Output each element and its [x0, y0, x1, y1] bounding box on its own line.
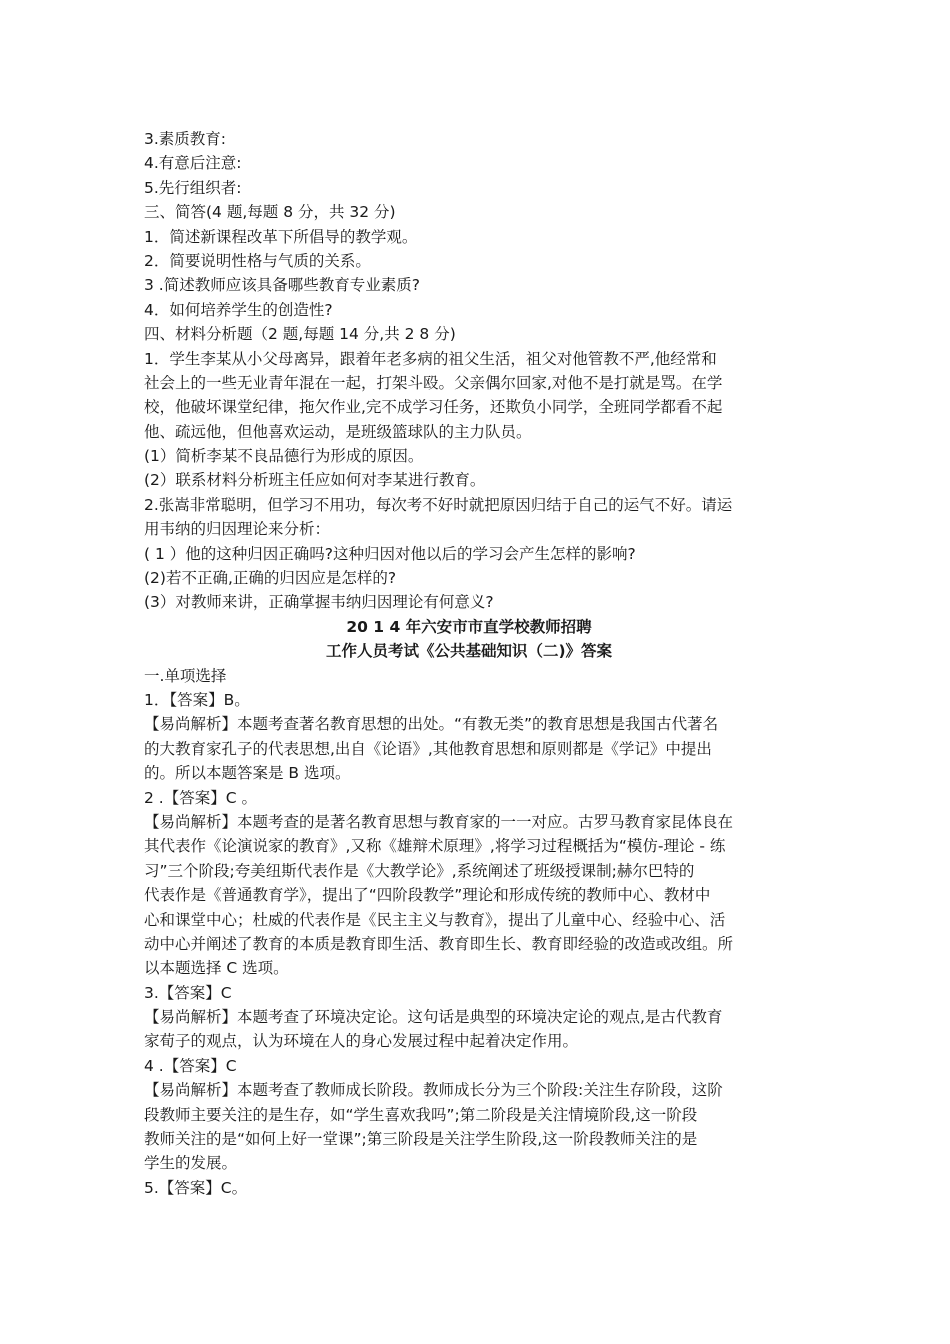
text-line: 【易尚解析】本题考查的是著名教育思想与教育家的一一对应。古罗马教育家昆体良在: [144, 812, 734, 831]
text-line: 四、材料分析题（2 题,每题 14 分,共 2 8 分): [144, 325, 456, 344]
text-line: (2)若不正确,正确的归因应是怎样的?: [144, 569, 397, 588]
text-line: 段教师主要关注的是生存，如“学生喜欢我吗”;第二阶段是关注情境阶段,这一阶段: [144, 1105, 698, 1124]
text-line: 3.【答案】C: [144, 983, 232, 1002]
heading-line: 工作人员考试《公共基础知识（二)》答案: [325, 642, 613, 661]
text-line: 4 .【答案】C: [144, 1056, 237, 1075]
text-line: 3 .简述教师应该具备哪些教育专业素质?: [144, 276, 420, 295]
text-line: 2.张嵩非常聪明，但学习不用功，每次考不好时就把原因归结于自己的运气不好。请运: [144, 495, 733, 514]
text-line: 学生的发展。: [144, 1154, 238, 1173]
text-line: 一.单项选择: [144, 666, 227, 685]
text-line: 2 .【答案】C 。: [144, 788, 257, 807]
text-line: 1．简述新课程改革下所倡导的教学观。: [144, 227, 418, 246]
text-line: 5.【答案】C。: [144, 1178, 248, 1197]
text-line: 教师关注的是“如何上好一堂课”;第三阶段是关注学生阶段,这一阶段教师关注的是: [144, 1130, 698, 1149]
text-line: 动中心并阐述了教育的本质是教育即生活、教育即生长、教育即经验的改造或改组。所: [144, 934, 734, 953]
text-line: 心和课堂中心；杜威的代表作是《民主主义与教育》，提出了儿童中心、经验中心、活: [144, 910, 726, 929]
text-line: (3）对教师来讲，正确掌握韦纳归因理论有何意义?: [144, 593, 494, 612]
text-line: 家荀子的观点，认为环境在人的身心发展过程中起着决定作用。: [144, 1032, 579, 1051]
text-line: (2）联系材料分析班主任应如何对李某进行教育。: [144, 471, 486, 490]
text-line: 1．学生李某从小父母离异，跟着年老多病的祖父生活，祖父对他管教不严,他经常和: [144, 349, 717, 368]
text-line: 5.先行组织者:: [144, 178, 242, 197]
text-line: 他、疏远他，但他喜欢运动，是班级篮球队的主力队员。: [144, 422, 532, 441]
text-line: 代表作是《普通教育学》，提出了“四阶段教学”理论和形成传统的教师中心、教材中: [144, 886, 711, 905]
text-line: 3.素质教育:: [144, 130, 227, 148]
text-line: 其代表作《论演说家的教育》,又称《雄辩术原理》,将学习过程概括为“模仿-理论 - 练: [144, 837, 726, 856]
text-line: 4．如何培养学生的创造性?: [144, 300, 333, 319]
text-line: ( 1 ）他的这种归因正确吗?这种归因对他以后的学习会产生怎样的影响?: [144, 544, 636, 563]
text-line: 习”三个阶段;夸美纽斯代表作是《大教学论》,系统阐述了班级授课制;赫尔巴特的: [144, 861, 695, 880]
text-line: 以本题选择 C 选项。: [144, 959, 289, 978]
heading-line: 20 1 4 年六安市市直学校教师招聘: [346, 617, 592, 636]
text-line: 1．【答案】B。: [144, 690, 250, 709]
text-line: 社会上的一些无业青年混在一起，打架斗殴。父亲偶尔回家,对他不是打就是骂。在学: [144, 373, 723, 392]
text-line: 【易尚解析】本题考查著名教育思想的出处。“有教无类”的教育思想是我国古代著名: [144, 715, 719, 734]
text-line: 4.有意后注意:: [144, 154, 242, 173]
text-line: 的。所以本题答案是 B 选项。: [144, 764, 351, 783]
text-line: 用韦纳的归因理论来分析：: [144, 520, 331, 539]
text-line: 【易尚解析】本题考查了环境决定论。这句话是典型的环境决定论的观点,是古代教育: [144, 1008, 723, 1027]
text-line: 2．简要说明性格与气质的关系。: [144, 251, 371, 270]
text-line: 【易尚解析】本题考查了教师成长阶段。教师成长分为三个阶段:关注生存阶段，这阶: [144, 1081, 723, 1100]
text-line: 校，他破坏课堂纪律，拖欠作业,完不成学习任务，还欺负小同学，全班同学都看不起: [144, 398, 723, 417]
text-line: (1）简析李某不良品德行为形成的原因。: [144, 447, 424, 466]
text-line: 三、简答(4 题,每题 8 分，共 32 分): [144, 203, 396, 222]
document-body: [144, 127, 794, 1200]
text-line: 的大教育家孔子的代表思想,出自《论语》,其他教育思想和原则都是《学记》中提出: [144, 739, 712, 758]
